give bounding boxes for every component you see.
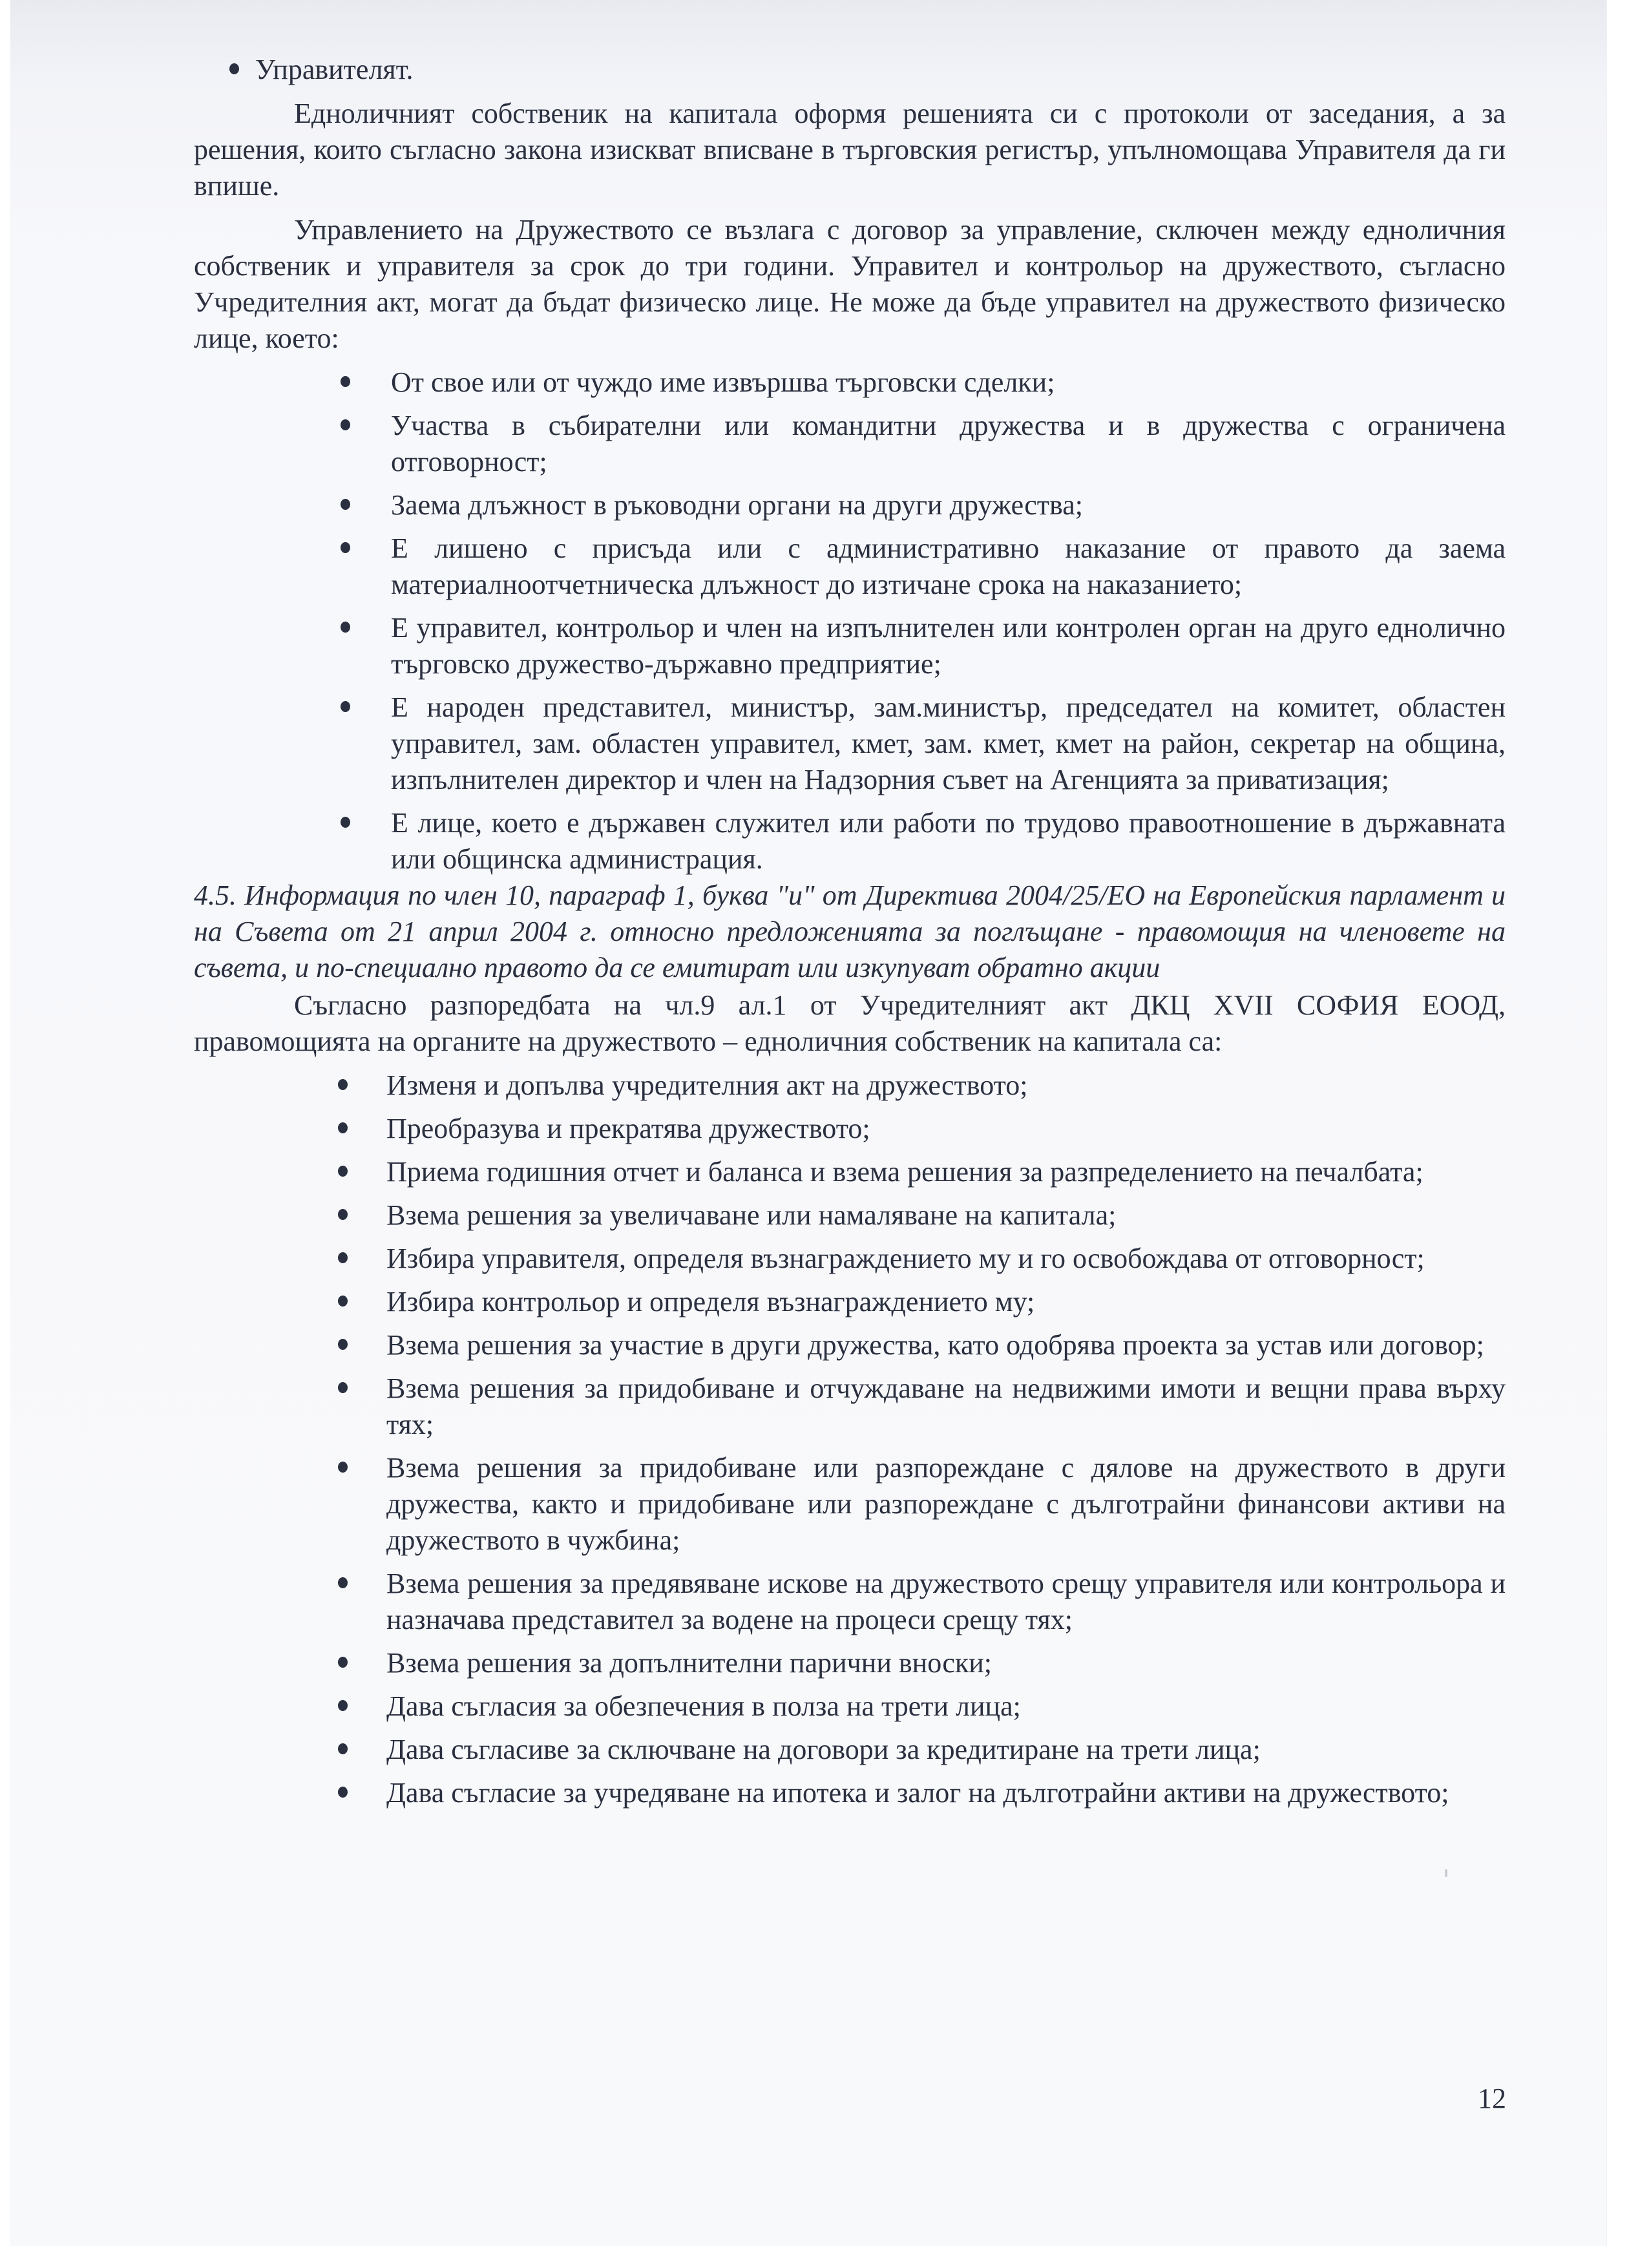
list-item <box>386 1197 1506 1234</box>
list-item-text: Дава съгласия за обезпечения в полза на трети лица; <box>386 1690 1021 1722</box>
list-item-text: Взема решения за придобиване и отчуждаване на недвижими имоти и вещни права върху тях; <box>386 1372 1506 1440</box>
bullet-text: Управителят. <box>255 54 414 85</box>
list-item <box>386 1645 1506 1681</box>
bullet-dot-icon <box>341 376 350 387</box>
bullet-dot-icon <box>338 1079 348 1090</box>
list-item <box>386 1154 1506 1190</box>
bullet-dot-icon <box>338 1743 348 1754</box>
bullet-dot-icon <box>341 542 350 553</box>
list-item-text: От свое или от чуждо име извършва търговски сделки; <box>391 366 1055 398</box>
bullet-dot-icon <box>338 1209 348 1220</box>
bullet-dot-icon <box>338 1296 348 1307</box>
list-item-text: Взема решения за участие в други дружества, като одобрява проекта за устав или договор; <box>386 1329 1484 1361</box>
list-item <box>386 1775 1506 1811</box>
page-number: 12 <box>1478 2083 1506 2114</box>
list-item-text: Взема решения за допълнителни парични вноски; <box>386 1647 992 1679</box>
bullet-dot-icon <box>341 817 350 828</box>
list-item <box>386 1450 1506 1559</box>
list-item-text: Е лишено с присъда или с административно наказание от правото да заема материалноотчетническа длъжност до изтичане срока на наказанието; <box>391 532 1506 600</box>
list-item <box>391 364 1506 401</box>
list-item-text: Взема решения за предявяване искове на дружеството срещу управителя или контрольора и назначава представител за водене на процеси срещу тях; <box>386 1568 1506 1635</box>
paragraph-management-contract: Управлението на Дружеството се възлага с договор за управление, сключен между едноличния собственик и управителя за срок до три години. Управител и контрольор на дружеството, съгласно Учредителния акт, могат да бъдат физическо лице. Не може да бъде управител на дружеството физическо лице, което: <box>194 214 1506 354</box>
list-item <box>391 530 1506 603</box>
list-item <box>391 689 1506 798</box>
document-body <box>194 52 1506 1818</box>
list-item <box>391 408 1506 480</box>
paragraph-owner-decisions: Едноличният собственик на капитала оформя решенията си с протоколи от заседания, а за решения, които съгласно закона изискват вписване в търговския регистър, упълномощава Управителя да ги впише. <box>194 98 1506 202</box>
list-item-text: Е лице, което е държавен служител или работи по трудово правоотношение в държавната или общинска администрация. <box>391 807 1506 875</box>
bullet-dot-icon <box>338 1787 348 1798</box>
scan-speck <box>1445 1869 1447 1877</box>
list-item <box>386 1067 1506 1104</box>
bullet-dot-icon <box>338 1382 348 1393</box>
list-item <box>391 610 1506 682</box>
bullet-dot-icon <box>341 499 350 510</box>
list-item-text: Заема длъжност в ръководни органи на други дружества; <box>391 489 1083 521</box>
bullet-dot-icon <box>338 1166 348 1177</box>
bullet-dot-icon <box>338 1252 348 1263</box>
list-item <box>391 487 1506 523</box>
paragraph-powers-intro: Съгласно разпоредбата на чл.9 ал.1 от Учредителният акт ДКЦ XVII СОФИЯ ЕООД, правомощията на органите на дружеството – едноличния собственик на капитала са: <box>194 989 1506 1057</box>
list-item <box>386 1284 1506 1320</box>
list-item-text: Преобразува и прекратява дружеството; <box>386 1113 870 1144</box>
list-item <box>386 1327 1506 1363</box>
list-item <box>386 1241 1506 1277</box>
bullet-dot-icon <box>341 622 350 633</box>
list-item-text: Дава съгласиве за сключване на договори за кредитиране на трети лица; <box>386 1734 1261 1765</box>
powers-list <box>194 1067 1506 1811</box>
list-item-text: Избира контрольор и определя възнаграждението му; <box>386 1286 1035 1318</box>
list-item <box>391 805 1506 877</box>
list-item-text: Е народен представител, министър, зам.министър, председател на комитет, областен управител, зам. областен управител, кмет, зам. кмет, кмет на район, секретар на община, изпълнителен директор и член на Надзорния съвет на Агенцията за приватизация; <box>391 691 1506 795</box>
list-item-text: Взема решения за придобиване или разпореждане с дялове на дружеството в други дружества, както и придобиване или разпореждане с дълготрайни финансови активи на дружеството в чужбина; <box>386 1452 1506 1556</box>
bullet-dot-icon <box>338 1462 348 1473</box>
bullet-dot-icon <box>338 1577 348 1588</box>
bullet-dot-icon <box>341 419 350 430</box>
list-item-text: Изменя и допълва учредителния акт на дружеството; <box>386 1069 1028 1101</box>
bullet-dot-icon <box>338 1657 348 1668</box>
restrictions-list <box>194 364 1506 877</box>
list-item-text: Дава съгласие за учредяване на ипотека и залог на дълготрайни активи на дружеството; <box>386 1777 1449 1809</box>
list-item <box>386 1732 1506 1768</box>
list-item-text: Е управител, контрольор и член на изпълнителен или контролен орган на друго еднолично търговско дружество-държавно предприятие; <box>391 612 1506 680</box>
list-item <box>386 1688 1506 1725</box>
list-item-text: Взема решения за увеличаване или намаляване на капитала; <box>386 1199 1117 1231</box>
bullet-dot-icon <box>338 1339 348 1350</box>
bullet-dot-icon <box>229 63 239 74</box>
bullet-dot-icon <box>338 1122 348 1133</box>
bullet-dot-icon <box>338 1700 348 1711</box>
section-heading-4-5: 4.5. Информация по член 10, параграф 1, буква "и" от Директива 2004/25/ЕО на Европейския парламент и на Съвета от 21 април 2004 г. относно предложенията за поглъщане - правомощия на членовете на съвета, и по-специално правото да се емитират или изкупуват обратно акции <box>194 879 1506 983</box>
list-item-text: Избира управителя, определя възнаграждението му и го освобождава от отговорност; <box>386 1243 1425 1274</box>
list-item <box>386 1566 1506 1638</box>
bullet-item-manager <box>194 52 1506 88</box>
list-item <box>386 1370 1506 1443</box>
bullet-dot-icon <box>341 701 350 712</box>
list-item-text: Участва в събирателни или командитни дружества и в дружества с ограничена отговорност; <box>391 410 1506 478</box>
list-item-text: Приема годишния отчет и баланса и взема решения за разпределението на печалбата; <box>386 1156 1423 1188</box>
list-item <box>386 1111 1506 1147</box>
